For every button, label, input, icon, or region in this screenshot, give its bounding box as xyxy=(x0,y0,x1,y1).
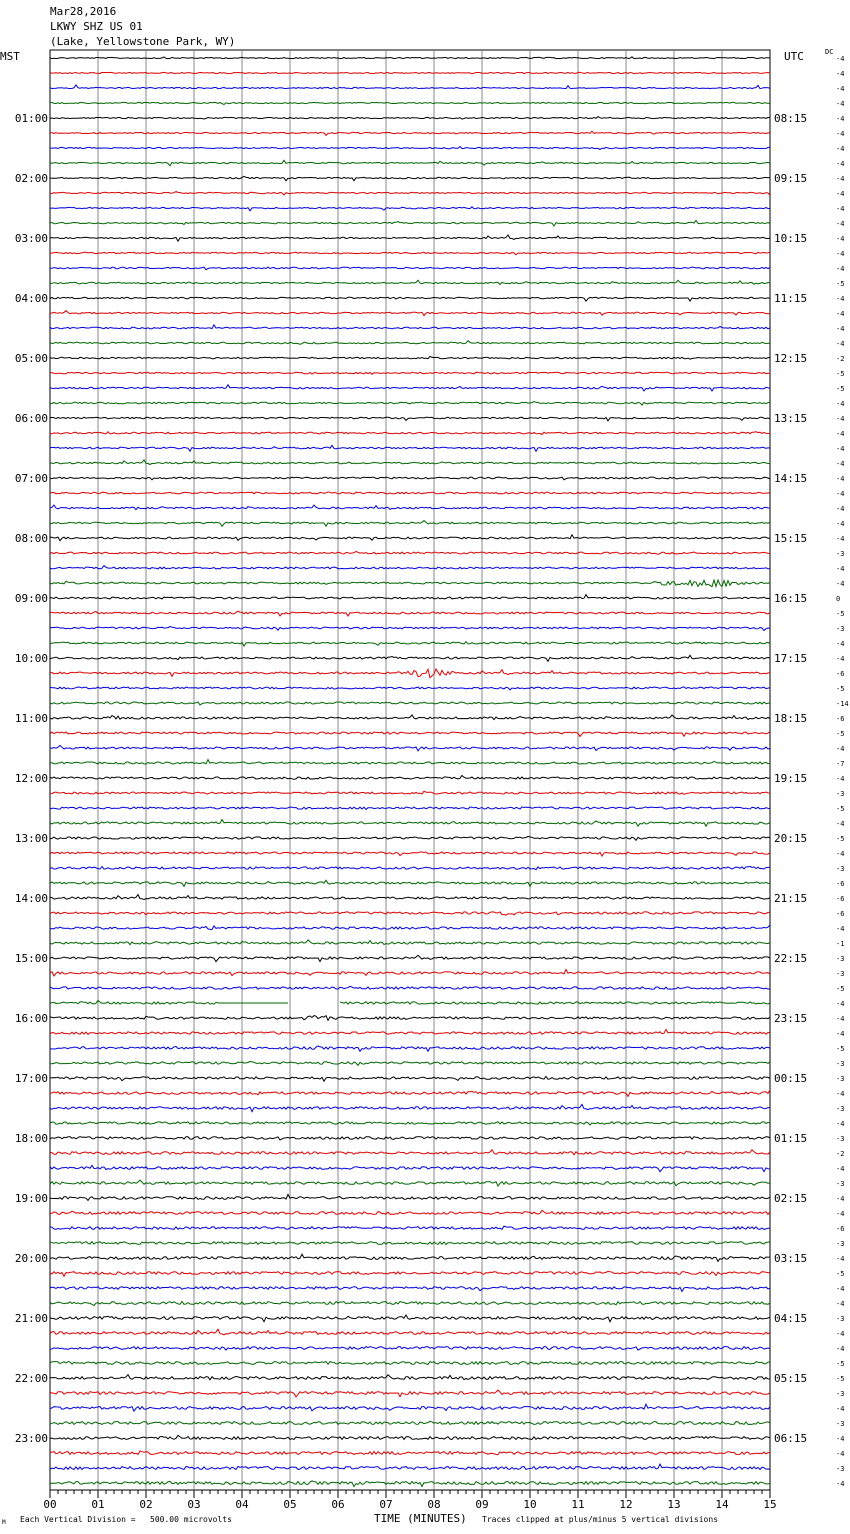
trace-line xyxy=(50,1122,770,1125)
dc-offset-label: -3 xyxy=(836,1105,845,1113)
trace-line xyxy=(50,566,770,569)
utc-hour-label: 05:15 xyxy=(774,1372,808,1385)
x-tick-label: 06 xyxy=(331,1498,345,1511)
dc-offset-label: -4 xyxy=(836,655,845,663)
trace-line xyxy=(50,460,770,465)
mst-hour-label: 23:00 xyxy=(14,1432,48,1445)
dc-offset-label: -4 xyxy=(836,400,845,408)
trace-line xyxy=(50,280,770,284)
utc-hour-label: 10:15 xyxy=(774,232,808,245)
mst-hour-label: 06:00 xyxy=(14,412,48,425)
utc-hour-label: 09:15 xyxy=(774,172,808,185)
mst-hour-label: 14:00 xyxy=(14,892,48,905)
header-location: (Lake, Yellowstone Park, WY) xyxy=(50,35,236,48)
dc-offset-label: -4 xyxy=(836,1030,845,1038)
dc-offset-label: -6 xyxy=(836,910,845,918)
trace-line xyxy=(50,655,770,661)
trace-line xyxy=(50,1362,770,1365)
dc-offset-label: -4 xyxy=(836,745,845,753)
trace-line xyxy=(50,1301,770,1305)
mst-hour-label: 21:00 xyxy=(14,1312,48,1325)
trace-line xyxy=(50,669,770,678)
dc-offset-label: -6 xyxy=(836,880,845,888)
dc-offset-label: -4 xyxy=(836,70,845,78)
dc-offset-label: -4 xyxy=(836,850,845,858)
trace-line xyxy=(50,325,770,329)
dc-offset-label: -3 xyxy=(836,790,845,798)
trace-line xyxy=(50,492,770,494)
trace-line xyxy=(50,102,770,104)
dc-offset-label: -4 xyxy=(836,490,845,498)
trace-line xyxy=(50,1226,770,1229)
trace-line xyxy=(50,866,770,869)
clip-note: Traces clipped at plus/minus 5 vertical divisions xyxy=(482,1515,719,1524)
dc-offset-label: -4 xyxy=(836,580,845,588)
dc-offset-label: -6 xyxy=(836,895,845,903)
dc-offset-label: -1 xyxy=(836,940,845,948)
trace-line xyxy=(50,912,770,915)
dc-offset-label: -5 xyxy=(836,730,845,738)
dc-offset-label: -5 xyxy=(836,985,845,993)
dc-offset-label: -3 xyxy=(836,550,845,558)
dc-offset-label: -7 xyxy=(836,760,845,768)
trace-line xyxy=(50,955,770,961)
utc-hour-label: 21:15 xyxy=(774,892,808,905)
dc-offset-label: -4 xyxy=(836,1285,845,1293)
trace-line xyxy=(50,445,770,451)
trace-line xyxy=(50,1435,770,1439)
dc-offset-label: -3 xyxy=(836,1180,845,1188)
trace-line xyxy=(50,1046,770,1051)
trace-line xyxy=(50,535,770,541)
mst-hour-label: 19:00 xyxy=(14,1192,48,1205)
dc-offset-label: -4 xyxy=(836,1345,845,1353)
utc-hour-label: 20:15 xyxy=(774,832,808,845)
dc-offset-label: -4 xyxy=(836,475,845,483)
dc-offset-label: -4 xyxy=(836,1210,845,1218)
trace-line xyxy=(50,160,770,166)
trace-line xyxy=(50,267,770,270)
trace-line xyxy=(50,1464,770,1469)
dc-offset-label: -4 xyxy=(836,1405,845,1413)
dc-offset-label: 0 xyxy=(836,595,841,603)
trace-line xyxy=(50,745,770,750)
trace-line xyxy=(50,131,770,135)
x-tick-label: 15 xyxy=(763,1498,777,1511)
trace-line xyxy=(50,580,770,587)
dc-offset-label: -4 xyxy=(836,130,845,138)
trace-line xyxy=(50,1390,770,1397)
dc-offset-label: -4 xyxy=(836,55,845,63)
trace-line xyxy=(50,1061,770,1065)
trace-line xyxy=(50,1016,770,1021)
trace-line xyxy=(50,970,770,976)
x-tick-label: 03 xyxy=(187,1498,201,1511)
utc-hour-label: 18:15 xyxy=(774,712,808,725)
mst-hour-label: 05:00 xyxy=(14,352,48,365)
x-tick-label: 13 xyxy=(667,1498,681,1511)
vertical-scale-note: Each Vertical Division = 500.00 microvolts xyxy=(20,1515,232,1524)
trace-line xyxy=(50,1329,770,1335)
utc-hour-label: 19:15 xyxy=(774,772,808,785)
trace-line xyxy=(50,776,770,780)
utc-hour-label: 12:15 xyxy=(774,352,808,365)
trace-line xyxy=(50,760,770,764)
trace-line xyxy=(50,402,770,406)
dc-offset-label: -6 xyxy=(836,670,845,678)
mst-hour-label: 12:00 xyxy=(14,772,48,785)
mst-hour-label: 11:00 xyxy=(14,712,48,725)
dc-offset-label: -4 xyxy=(836,445,845,453)
trace-line xyxy=(50,57,770,59)
mst-hour-label: 18:00 xyxy=(14,1132,48,1145)
dc-offset-label: -4 xyxy=(836,1330,845,1338)
trace-line xyxy=(50,505,770,510)
trace-line xyxy=(50,297,770,301)
footer-mark: M xyxy=(2,1519,6,1526)
utc-hour-label: 04:15 xyxy=(774,1312,808,1325)
trace-line xyxy=(50,1150,770,1155)
dc-offset-label: -3 xyxy=(836,955,845,963)
dc-offset-label: -3 xyxy=(836,1135,845,1143)
trace-line xyxy=(50,372,770,374)
dc-offset-label: -4 xyxy=(836,1165,845,1173)
trace-line xyxy=(50,341,770,345)
trace-line xyxy=(50,687,770,690)
dc-offset-label: -5 xyxy=(836,370,845,378)
mst-hour-label: 02:00 xyxy=(14,172,48,185)
utc-hour-label: 14:15 xyxy=(774,472,808,485)
dc-offset-label: -5 xyxy=(836,1270,845,1278)
mst-hour-label: 16:00 xyxy=(14,1012,48,1025)
trace-line xyxy=(50,311,770,316)
dc-offset-label: -5 xyxy=(836,805,845,813)
trace-line xyxy=(50,642,770,646)
trace-line xyxy=(50,176,770,181)
utc-hour-label: 17:15 xyxy=(774,652,808,665)
trace-line xyxy=(50,791,770,794)
dc-offset-label: -4 xyxy=(836,325,845,333)
utc-hour-label: 11:15 xyxy=(774,292,808,305)
trace-line xyxy=(50,627,770,631)
dc-offset-label: -3 xyxy=(836,865,845,873)
trace-line xyxy=(50,221,770,227)
trace-line xyxy=(50,925,770,930)
dc-offset-label: -5 xyxy=(836,1045,845,1053)
dc-offset-label: -3 xyxy=(836,1240,845,1248)
dc-offset-label: -5 xyxy=(836,1360,845,1368)
dc-offset-label: -4 xyxy=(836,415,845,423)
trace-line xyxy=(50,521,770,527)
trace-line xyxy=(50,1104,770,1111)
x-tick-label: 12 xyxy=(619,1498,633,1511)
trace-line xyxy=(50,417,770,421)
dc-offset-label: -5 xyxy=(836,280,845,288)
dc-offset-label: -4 xyxy=(836,1090,845,1098)
mst-hour-label: 08:00 xyxy=(14,532,48,545)
trace-line xyxy=(50,385,770,391)
dc-offset-label: -4 xyxy=(836,505,845,513)
dc-offset-label: -2 xyxy=(836,355,845,363)
dc-offset-label: -4 xyxy=(836,100,845,108)
dc-offset-label: -4 xyxy=(836,310,845,318)
trace-line xyxy=(50,1315,770,1322)
utc-hour-label: 16:15 xyxy=(774,592,808,605)
dc-offset-label: -3 xyxy=(836,625,845,633)
trace-line xyxy=(50,1404,770,1411)
dc-offset-label: -3 xyxy=(836,1075,845,1083)
trace-line xyxy=(50,820,770,827)
trace-line xyxy=(50,1481,770,1487)
trace-line xyxy=(50,986,770,989)
dc-offset-label: -4 xyxy=(836,235,845,243)
header-date: Mar28,2016 xyxy=(50,5,117,18)
dc-offset-label: -4 xyxy=(836,520,845,528)
dc-offset-label: -4 xyxy=(836,190,845,198)
x-tick-label: 01 xyxy=(91,1498,105,1511)
trace-line xyxy=(50,807,770,810)
utc-hour-label: 03:15 xyxy=(774,1252,808,1265)
trace-line xyxy=(50,356,770,359)
mst-hour-label: 22:00 xyxy=(14,1372,48,1385)
trace-line xyxy=(50,1451,770,1455)
trace-line xyxy=(50,1347,770,1351)
utc-hour-label: 08:15 xyxy=(774,112,808,125)
trace-line xyxy=(50,702,770,705)
dc-offset-label: -4 xyxy=(836,115,845,123)
dc-offset-label: -4 xyxy=(836,565,845,573)
dc-offset-label: -5 xyxy=(836,835,845,843)
dc-offset-label: -3 xyxy=(836,1465,845,1473)
x-tick-label: 04 xyxy=(235,1498,249,1511)
utc-hour-label: 06:15 xyxy=(774,1432,808,1445)
trace-line xyxy=(50,252,770,255)
mst-hour-label: 03:00 xyxy=(14,232,48,245)
trace-line xyxy=(50,1421,770,1424)
x-tick-label: 09 xyxy=(475,1498,489,1511)
mst-hour-label: 17:00 xyxy=(14,1072,48,1085)
dc-label: DC xyxy=(825,48,834,56)
dc-offset-label: -4 xyxy=(836,265,845,273)
dc-offset-label: -3 xyxy=(836,1390,845,1398)
dc-offset-label: -4 xyxy=(836,145,845,153)
trace-line xyxy=(50,895,770,900)
dc-offset-label: -5 xyxy=(836,610,845,618)
dc-offset-label: -4 xyxy=(836,1255,845,1263)
utc-hour-label: 23:15 xyxy=(774,1012,808,1025)
dc-offset-label: -4 xyxy=(836,220,845,228)
mst-hour-label: 15:00 xyxy=(14,952,48,965)
trace-line xyxy=(50,852,770,856)
dc-offset-label: -4 xyxy=(836,640,845,648)
utc-hour-label: 01:15 xyxy=(774,1132,808,1145)
trace-line xyxy=(50,732,770,737)
dc-offset-label: -4 xyxy=(836,430,845,438)
utc-hour-label: 22:15 xyxy=(774,952,808,965)
x-tick-label: 00 xyxy=(43,1498,57,1511)
trace-line xyxy=(50,85,770,89)
mst-label: MST xyxy=(0,50,20,63)
trace-line xyxy=(50,880,770,886)
trace-line xyxy=(50,235,770,241)
dc-offset-label: -3 xyxy=(836,970,845,978)
trace-line xyxy=(50,207,770,211)
trace-line xyxy=(50,477,770,480)
trace-line xyxy=(50,1180,770,1186)
mst-hour-label: 01:00 xyxy=(14,112,48,125)
mst-hour-label: 13:00 xyxy=(14,832,48,845)
x-tick-label: 11 xyxy=(571,1498,585,1511)
x-tick-label: 07 xyxy=(379,1498,393,1511)
x-tick-label: 14 xyxy=(715,1498,729,1511)
dc-offset-label: -4 xyxy=(836,820,845,828)
dc-offset-label: -4 xyxy=(836,1450,845,1458)
dc-offset-label: -4 xyxy=(836,1000,845,1008)
trace-line xyxy=(50,147,770,150)
header-station: LKWY SHZ US 01 xyxy=(50,20,143,33)
dc-offset-label: -3 xyxy=(836,1420,845,1428)
mst-hour-label: 10:00 xyxy=(14,652,48,665)
dc-offset-label: -4 xyxy=(836,1015,845,1023)
x-tick-label: 10 xyxy=(523,1498,537,1511)
dc-offset-label: -4 xyxy=(836,250,845,258)
trace-line xyxy=(50,1194,770,1200)
dc-offset-label: -4 xyxy=(836,85,845,93)
x-tick-label: 05 xyxy=(283,1498,297,1511)
dc-offset-label: -6 xyxy=(836,715,845,723)
dc-offset-label: -4 xyxy=(836,295,845,303)
dc-offset-label: -5 xyxy=(836,385,845,393)
dc-offset-label: -5 xyxy=(836,685,845,693)
trace-line xyxy=(50,72,770,73)
dc-offset-label: -4 xyxy=(836,1300,845,1308)
trace-line xyxy=(50,611,770,616)
trace-line xyxy=(50,1000,770,1004)
dc-offset-label: -4 xyxy=(836,535,845,543)
trace-line xyxy=(50,1271,770,1276)
trace-line xyxy=(50,192,770,196)
trace-line xyxy=(50,1254,770,1261)
dc-offset-label: -4 xyxy=(836,925,845,933)
trace-line xyxy=(50,715,770,720)
dc-offset-label: -2 xyxy=(836,1150,845,1158)
trace-line xyxy=(50,1375,770,1380)
trace-line xyxy=(50,1137,770,1140)
dc-offset-label: -6 xyxy=(836,1225,845,1233)
trace-line xyxy=(50,1287,770,1292)
x-axis-label: TIME (MINUTES) xyxy=(374,1512,467,1525)
trace-line xyxy=(50,940,770,945)
dc-offset-label: -4 xyxy=(836,160,845,168)
x-tick-label: 08 xyxy=(427,1498,441,1511)
dc-offset-label: -4 xyxy=(836,775,845,783)
x-tick-label: 02 xyxy=(139,1498,153,1511)
trace-line xyxy=(50,1165,770,1171)
dc-offset-label: -5 xyxy=(836,1375,845,1383)
mst-hour-label: 20:00 xyxy=(14,1252,48,1265)
dc-offset-label: -3 xyxy=(836,1060,845,1068)
dc-offset-label: -4 xyxy=(836,175,845,183)
trace-line xyxy=(50,432,770,435)
utc-label: UTC xyxy=(784,50,804,63)
trace-line xyxy=(50,1077,770,1082)
trace-line xyxy=(50,551,770,554)
utc-hour-label: 15:15 xyxy=(774,532,808,545)
utc-hour-label: 00:15 xyxy=(774,1072,808,1085)
mst-hour-label: 07:00 xyxy=(14,472,48,485)
trace-line xyxy=(50,1210,770,1214)
utc-hour-label: 13:15 xyxy=(774,412,808,425)
trace-line xyxy=(50,1242,770,1245)
trace-line xyxy=(50,836,770,840)
trace-line xyxy=(50,1029,770,1034)
dc-offset-label: -4 xyxy=(836,340,845,348)
utc-hour-label: 02:15 xyxy=(774,1192,808,1205)
trace-line xyxy=(50,595,770,599)
trace-line xyxy=(50,117,770,120)
mst-hour-label: 04:00 xyxy=(14,292,48,305)
dc-offset-label: -4 xyxy=(836,205,845,213)
dc-offset-label: -14 xyxy=(836,700,849,708)
dc-offset-label: -4 xyxy=(836,1195,845,1203)
mst-hour-label: 09:00 xyxy=(14,592,48,605)
dc-offset-label: -4 xyxy=(836,1435,845,1443)
trace-line xyxy=(50,1090,770,1096)
dc-offset-label: -3 xyxy=(836,1315,845,1323)
dc-offset-label: -4 xyxy=(836,1120,845,1128)
dc-offset-label: -4 xyxy=(836,1480,845,1488)
dc-offset-label: -4 xyxy=(836,460,845,468)
